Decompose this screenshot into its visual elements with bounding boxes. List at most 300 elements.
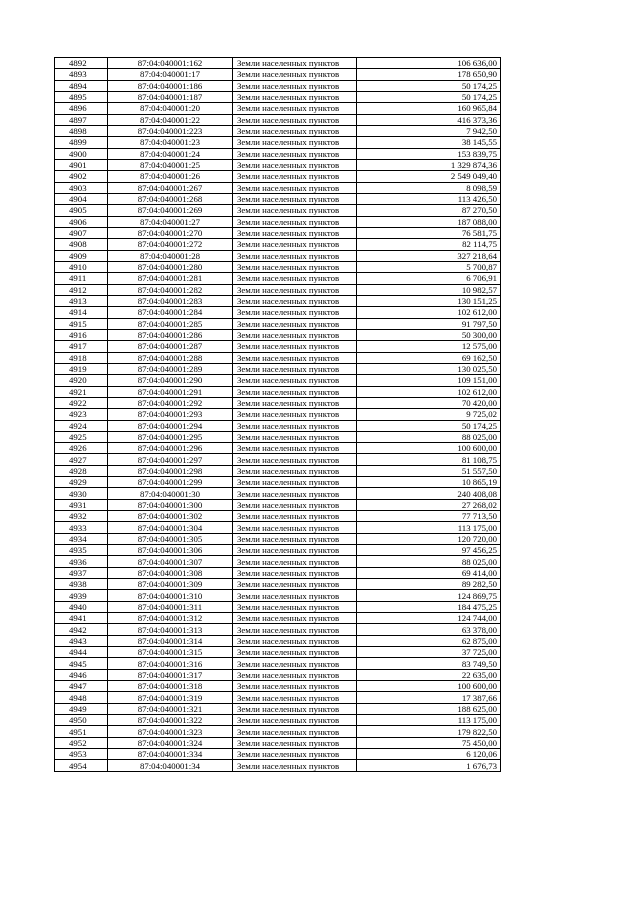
row-number-cell: 4913: [55, 295, 108, 306]
cadastral-value-cell: 153 839,75: [357, 148, 501, 159]
cadastral-value-cell: 7 942,50: [357, 125, 501, 136]
cadastral-number-cell: 87:04:040001:162: [108, 58, 233, 69]
land-category-cell: Земли населенных пунктов: [233, 431, 357, 442]
table-row: [55, 80, 501, 91]
land-category-cell: Земли населенных пунктов: [233, 171, 357, 182]
row-number-cell: 4921: [55, 386, 108, 397]
cadastral-number-cell: 87:04:040001:292: [108, 397, 233, 408]
cadastral-value-cell: 63 378,00: [357, 624, 501, 635]
row-number-cell: 4915: [55, 318, 108, 329]
table-row: [55, 635, 501, 646]
cadastral-value-cell: 27 268,02: [357, 499, 501, 510]
cadastral-number-cell: 87:04:040001:298: [108, 465, 233, 476]
cadastral-value-cell: 100 600,00: [357, 443, 501, 454]
land-category-cell: Земли населенных пунктов: [233, 125, 357, 136]
cadastral-value-cell: 38 145,55: [357, 137, 501, 148]
cadastral-number-cell: 87:04:040001:323: [108, 726, 233, 737]
table-row: [55, 352, 501, 363]
row-number-cell: 4895: [55, 91, 108, 102]
table-row: [55, 715, 501, 726]
row-number-cell: 4922: [55, 397, 108, 408]
land-category-cell: Земли населенных пунктов: [233, 647, 357, 658]
cadastral-value-cell: 160 965,84: [357, 103, 501, 114]
row-number-cell: 4947: [55, 681, 108, 692]
table-row: [55, 579, 501, 590]
table-row: [55, 318, 501, 329]
table-row: [55, 647, 501, 658]
land-category-cell: Земли населенных пунктов: [233, 114, 357, 125]
cadastral-value-cell: 5 700,87: [357, 261, 501, 272]
land-category-cell: Земли населенных пунктов: [233, 205, 357, 216]
cadastral-value-table: [54, 57, 501, 772]
row-number-cell: 4906: [55, 216, 108, 227]
row-number-cell: 4951: [55, 726, 108, 737]
cadastral-value-cell: 50 174,25: [357, 80, 501, 91]
cadastral-number-cell: 87:04:040001:34: [108, 760, 233, 771]
table-row: [55, 216, 501, 227]
table-row: [55, 375, 501, 386]
row-number-cell: 4898: [55, 125, 108, 136]
row-number-cell: 4938: [55, 579, 108, 590]
cadastral-value-cell: 6 706,91: [357, 273, 501, 284]
row-number-cell: 4934: [55, 533, 108, 544]
land-category-cell: Земли населенных пунктов: [233, 443, 357, 454]
cadastral-number-cell: 87:04:040001:24: [108, 148, 233, 159]
cadastral-number-cell: 87:04:040001:272: [108, 239, 233, 250]
cadastral-value-cell: 106 636,00: [357, 58, 501, 69]
table-row: [55, 182, 501, 193]
cadastral-number-cell: 87:04:040001:316: [108, 658, 233, 669]
table-row: [55, 737, 501, 748]
land-category-cell: Земли населенных пунктов: [233, 341, 357, 352]
land-category-cell: Земли населенных пунктов: [233, 148, 357, 159]
cadastral-value-cell: 124 869,75: [357, 590, 501, 601]
cadastral-number-cell: 87:04:040001:317: [108, 669, 233, 680]
land-category-cell: Земли населенных пунктов: [233, 715, 357, 726]
cadastral-number-cell: 87:04:040001:306: [108, 545, 233, 556]
table-row: [55, 454, 501, 465]
row-number-cell: 4903: [55, 182, 108, 193]
cadastral-value-cell: 50 174,25: [357, 91, 501, 102]
table-body: [55, 58, 501, 772]
table-row: [55, 669, 501, 680]
cadastral-value-cell: 50 174,25: [357, 420, 501, 431]
cadastral-value-cell: 22 635,00: [357, 669, 501, 680]
cadastral-number-cell: 87:04:040001:281: [108, 273, 233, 284]
cadastral-value-cell: 113 175,00: [357, 715, 501, 726]
row-number-cell: 4948: [55, 692, 108, 703]
row-number-cell: 4953: [55, 749, 108, 760]
cadastral-number-cell: 87:04:040001:23: [108, 137, 233, 148]
table-row: [55, 386, 501, 397]
land-category-cell: Земли населенных пунктов: [233, 590, 357, 601]
cadastral-value-cell: 82 114,75: [357, 239, 501, 250]
cadastral-number-cell: 87:04:040001:321: [108, 703, 233, 714]
cadastral-number-cell: 87:04:040001:288: [108, 352, 233, 363]
row-number-cell: 4923: [55, 409, 108, 420]
row-number-cell: 4932: [55, 511, 108, 522]
table-row: [55, 329, 501, 340]
cadastral-value-cell: 69 162,50: [357, 352, 501, 363]
row-number-cell: 4894: [55, 80, 108, 91]
cadastral-number-cell: 87:04:040001:267: [108, 182, 233, 193]
land-category-cell: Земли населенных пунктов: [233, 261, 357, 272]
row-number-cell: 4914: [55, 307, 108, 318]
table-row: [55, 103, 501, 114]
row-number-cell: 4917: [55, 341, 108, 352]
cadastral-number-cell: 87:04:040001:27: [108, 216, 233, 227]
cadastral-number-cell: 87:04:040001:334: [108, 749, 233, 760]
table-row: [55, 58, 501, 69]
cadastral-number-cell: 87:04:040001:280: [108, 261, 233, 272]
land-category-cell: Земли населенных пунктов: [233, 159, 357, 170]
table-row: [55, 171, 501, 182]
row-number-cell: 4919: [55, 363, 108, 374]
cadastral-value-cell: 9 725,02: [357, 409, 501, 420]
cadastral-number-cell: 87:04:040001:285: [108, 318, 233, 329]
cadastral-number-cell: 87:04:040001:308: [108, 567, 233, 578]
row-number-cell: 4933: [55, 522, 108, 533]
land-category-cell: Земли населенных пунктов: [233, 80, 357, 91]
land-category-cell: Земли населенных пунктов: [233, 522, 357, 533]
land-category-cell: Земли населенных пунктов: [233, 556, 357, 567]
row-number-cell: 4896: [55, 103, 108, 114]
cadastral-number-cell: 87:04:040001:25: [108, 159, 233, 170]
cadastral-value-cell: 113 426,50: [357, 193, 501, 204]
table-row: [55, 533, 501, 544]
land-category-cell: Земли населенных пунктов: [233, 397, 357, 408]
cadastral-number-cell: 87:04:040001:269: [108, 205, 233, 216]
table-row: [55, 69, 501, 80]
table-row: [55, 556, 501, 567]
land-category-cell: Земли населенных пунктов: [233, 511, 357, 522]
table-row: [55, 613, 501, 624]
cadastral-value-cell: 416 373,36: [357, 114, 501, 125]
table-row: [55, 409, 501, 420]
land-category-cell: Земли населенных пунктов: [233, 227, 357, 238]
table-row: [55, 363, 501, 374]
table-row: [55, 397, 501, 408]
land-category-cell: Земли населенных пунктов: [233, 375, 357, 386]
cadastral-number-cell: 87:04:040001:28: [108, 250, 233, 261]
row-number-cell: 4931: [55, 499, 108, 510]
cadastral-value-cell: 12 575,00: [357, 341, 501, 352]
cadastral-number-cell: 87:04:040001:30: [108, 488, 233, 499]
cadastral-value-cell: 102 612,00: [357, 307, 501, 318]
land-category-cell: Земли населенных пунктов: [233, 182, 357, 193]
land-category-cell: Земли населенных пунктов: [233, 284, 357, 295]
table-row: [55, 658, 501, 669]
cadastral-number-cell: 87:04:040001:315: [108, 647, 233, 658]
row-number-cell: 4930: [55, 488, 108, 499]
cadastral-number-cell: 87:04:040001:20: [108, 103, 233, 114]
table-row: [55, 148, 501, 159]
row-number-cell: 4949: [55, 703, 108, 714]
table-row: [55, 465, 501, 476]
table-row: [55, 295, 501, 306]
cadastral-number-cell: 87:04:040001:310: [108, 590, 233, 601]
table-row: [55, 273, 501, 284]
cadastral-value-cell: 91 797,50: [357, 318, 501, 329]
table-row: [55, 703, 501, 714]
cadastral-value-cell: 75 450,00: [357, 737, 501, 748]
cadastral-number-cell: 87:04:040001:304: [108, 522, 233, 533]
table-row: [55, 511, 501, 522]
land-category-cell: Земли населенных пунктов: [233, 91, 357, 102]
land-category-cell: Земли населенных пунктов: [233, 103, 357, 114]
row-number-cell: 4893: [55, 69, 108, 80]
row-number-cell: 4925: [55, 431, 108, 442]
cadastral-number-cell: 87:04:040001:302: [108, 511, 233, 522]
row-number-cell: 4942: [55, 624, 108, 635]
row-number-cell: 4901: [55, 159, 108, 170]
land-category-cell: Земли населенных пунктов: [233, 726, 357, 737]
table-row: [55, 227, 501, 238]
cadastral-number-cell: 87:04:040001:309: [108, 579, 233, 590]
table-row: [55, 114, 501, 125]
table-row: [55, 307, 501, 318]
row-number-cell: 4916: [55, 329, 108, 340]
row-number-cell: 4927: [55, 454, 108, 465]
table-row: [55, 545, 501, 556]
table-row: [55, 499, 501, 510]
cadastral-value-cell: 51 557,50: [357, 465, 501, 476]
table-row: [55, 193, 501, 204]
row-number-cell: 4945: [55, 658, 108, 669]
table-row: [55, 261, 501, 272]
land-category-cell: Земли населенных пунктов: [233, 352, 357, 363]
cadastral-value-cell: 69 414,00: [357, 567, 501, 578]
cadastral-number-cell: 87:04:040001:307: [108, 556, 233, 567]
table-row: [55, 284, 501, 295]
row-number-cell: 4935: [55, 545, 108, 556]
cadastral-value-cell: 188 625,00: [357, 703, 501, 714]
table-row: [55, 125, 501, 136]
cadastral-number-cell: 87:04:040001:270: [108, 227, 233, 238]
cadastral-number-cell: 87:04:040001:17: [108, 69, 233, 80]
land-category-cell: Земли населенных пунктов: [233, 386, 357, 397]
land-category-cell: Земли населенных пунктов: [233, 703, 357, 714]
table-row: [55, 159, 501, 170]
land-category-cell: Земли населенных пунктов: [233, 137, 357, 148]
row-number-cell: 4907: [55, 227, 108, 238]
land-category-cell: Земли населенных пунктов: [233, 635, 357, 646]
cadastral-value-cell: 8 098,59: [357, 182, 501, 193]
land-category-cell: Земли населенных пунктов: [233, 69, 357, 80]
cadastral-number-cell: 87:04:040001:319: [108, 692, 233, 703]
land-category-cell: Земли населенных пунктов: [233, 567, 357, 578]
cadastral-number-cell: 87:04:040001:282: [108, 284, 233, 295]
land-category-cell: Земли населенных пунктов: [233, 760, 357, 771]
cadastral-number-cell: 87:04:040001:289: [108, 363, 233, 374]
row-number-cell: 4911: [55, 273, 108, 284]
row-number-cell: 4936: [55, 556, 108, 567]
cadastral-number-cell: 87:04:040001:305: [108, 533, 233, 544]
cadastral-value-cell: 130 025,50: [357, 363, 501, 374]
land-category-cell: Земли населенных пунктов: [233, 545, 357, 556]
row-number-cell: 4940: [55, 601, 108, 612]
row-number-cell: 4954: [55, 760, 108, 771]
land-category-cell: Земли населенных пунктов: [233, 307, 357, 318]
table-row: [55, 431, 501, 442]
table-row: [55, 522, 501, 533]
cadastral-number-cell: 87:04:040001:293: [108, 409, 233, 420]
cadastral-value-cell: 77 713,50: [357, 511, 501, 522]
land-category-cell: Земли населенных пунктов: [233, 658, 357, 669]
cadastral-value-cell: 179 822,50: [357, 726, 501, 737]
row-number-cell: 4928: [55, 465, 108, 476]
cadastral-value-cell: 37 725,00: [357, 647, 501, 658]
land-category-cell: Земли населенных пунктов: [233, 465, 357, 476]
row-number-cell: 4929: [55, 477, 108, 488]
row-number-cell: 4952: [55, 737, 108, 748]
row-number-cell: 4899: [55, 137, 108, 148]
row-number-cell: 4944: [55, 647, 108, 658]
cadastral-value-cell: 70 420,00: [357, 397, 501, 408]
row-number-cell: 4941: [55, 613, 108, 624]
row-number-cell: 4912: [55, 284, 108, 295]
land-category-cell: Земли населенных пунктов: [233, 216, 357, 227]
land-category-cell: Земли населенных пунктов: [233, 58, 357, 69]
cadastral-value-cell: 17 387,66: [357, 692, 501, 703]
table-row: [55, 624, 501, 635]
land-category-cell: Земли населенных пунктов: [233, 193, 357, 204]
cadastral-value-cell: 10 982,57: [357, 284, 501, 295]
row-number-cell: 4943: [55, 635, 108, 646]
cadastral-number-cell: 87:04:040001:318: [108, 681, 233, 692]
cadastral-number-cell: 87:04:040001:322: [108, 715, 233, 726]
row-number-cell: 4904: [55, 193, 108, 204]
table-row: [55, 239, 501, 250]
cadastral-number-cell: 87:04:040001:291: [108, 386, 233, 397]
cadastral-number-cell: 87:04:040001:186: [108, 80, 233, 91]
cadastral-value-cell: 81 108,75: [357, 454, 501, 465]
table-row: [55, 205, 501, 216]
table-row: [55, 477, 501, 488]
row-number-cell: 4946: [55, 669, 108, 680]
cadastral-value-cell: 130 151,25: [357, 295, 501, 306]
land-category-cell: Земли населенных пунктов: [233, 579, 357, 590]
row-number-cell: 4905: [55, 205, 108, 216]
cadastral-value-cell: 1 676,73: [357, 760, 501, 771]
land-category-cell: Земли населенных пунктов: [233, 363, 357, 374]
cadastral-number-cell: 87:04:040001:296: [108, 443, 233, 454]
table-row: [55, 567, 501, 578]
cadastral-value-cell: 102 612,00: [357, 386, 501, 397]
cadastral-value-cell: 1 329 874,36: [357, 159, 501, 170]
cadastral-value-cell: 10 865,19: [357, 477, 501, 488]
table-row: [55, 601, 501, 612]
row-number-cell: 4950: [55, 715, 108, 726]
cadastral-value-cell: 124 744,00: [357, 613, 501, 624]
cadastral-number-cell: 87:04:040001:223: [108, 125, 233, 136]
row-number-cell: 4892: [55, 58, 108, 69]
cadastral-number-cell: 87:04:040001:290: [108, 375, 233, 386]
land-category-cell: Земли населенных пунктов: [233, 749, 357, 760]
cadastral-value-cell: 109 151,00: [357, 375, 501, 386]
cadastral-value-cell: 187 088,00: [357, 216, 501, 227]
land-category-cell: Земли населенных пунктов: [233, 477, 357, 488]
cadastral-value-cell: 97 456,25: [357, 545, 501, 556]
row-number-cell: 4900: [55, 148, 108, 159]
cadastral-number-cell: 87:04:040001:22: [108, 114, 233, 125]
cadastral-number-cell: 87:04:040001:311: [108, 601, 233, 612]
land-category-cell: Земли населенных пунктов: [233, 737, 357, 748]
cadastral-number-cell: 87:04:040001:299: [108, 477, 233, 488]
cadastral-number-cell: 87:04:040001:283: [108, 295, 233, 306]
row-number-cell: 4937: [55, 567, 108, 578]
table-row: [55, 341, 501, 352]
row-number-cell: 4908: [55, 239, 108, 250]
table-row: [55, 91, 501, 102]
cadastral-value-cell: 178 650,90: [357, 69, 501, 80]
cadastral-number-cell: 87:04:040001:187: [108, 91, 233, 102]
land-category-cell: Земли населенных пунктов: [233, 318, 357, 329]
land-category-cell: Земли населенных пунктов: [233, 250, 357, 261]
table-row: [55, 443, 501, 454]
land-category-cell: Земли населенных пунктов: [233, 239, 357, 250]
cadastral-value-cell: 6 120,06: [357, 749, 501, 760]
cadastral-number-cell: 87:04:040001:287: [108, 341, 233, 352]
cadastral-value-cell: 88 025,00: [357, 556, 501, 567]
land-category-cell: Земли населенных пунктов: [233, 273, 357, 284]
row-number-cell: 4920: [55, 375, 108, 386]
cadastral-value-cell: 89 282,50: [357, 579, 501, 590]
table-row: [55, 726, 501, 737]
row-number-cell: 4902: [55, 171, 108, 182]
cadastral-number-cell: 87:04:040001:286: [108, 329, 233, 340]
cadastral-number-cell: 87:04:040001:314: [108, 635, 233, 646]
row-number-cell: 4918: [55, 352, 108, 363]
cadastral-value-cell: 240 408,08: [357, 488, 501, 499]
cadastral-number-cell: 87:04:040001:295: [108, 431, 233, 442]
cadastral-number-cell: 87:04:040001:297: [108, 454, 233, 465]
land-category-cell: Земли населенных пунктов: [233, 499, 357, 510]
row-number-cell: 4897: [55, 114, 108, 125]
row-number-cell: 4939: [55, 590, 108, 601]
land-category-cell: Земли населенных пунктов: [233, 420, 357, 431]
cadastral-value-cell: 88 025,00: [357, 431, 501, 442]
row-number-cell: 4909: [55, 250, 108, 261]
cadastral-number-cell: 87:04:040001:313: [108, 624, 233, 635]
land-category-cell: Земли населенных пунктов: [233, 533, 357, 544]
table-row: [55, 681, 501, 692]
row-number-cell: 4924: [55, 420, 108, 431]
table-row: [55, 749, 501, 760]
cadastral-number-cell: 87:04:040001:312: [108, 613, 233, 624]
table-row: [55, 488, 501, 499]
cadastral-value-cell: 76 581,75: [357, 227, 501, 238]
cadastral-number-cell: 87:04:040001:324: [108, 737, 233, 748]
table-row: [55, 137, 501, 148]
land-category-cell: Земли населенных пунктов: [233, 329, 357, 340]
land-category-cell: Земли населенных пунктов: [233, 295, 357, 306]
cadastral-value-cell: 113 175,00: [357, 522, 501, 533]
table-row: [55, 250, 501, 261]
table-row: [55, 692, 501, 703]
cadastral-value-cell: 87 270,50: [357, 205, 501, 216]
cadastral-value-cell: 50 300,00: [357, 329, 501, 340]
cadastral-number-cell: 87:04:040001:300: [108, 499, 233, 510]
cadastral-value-cell: 120 720,00: [357, 533, 501, 544]
table-row: [55, 420, 501, 431]
land-category-cell: Земли населенных пунктов: [233, 669, 357, 680]
land-category-cell: Земли населенных пунктов: [233, 454, 357, 465]
land-category-cell: Земли населенных пунктов: [233, 681, 357, 692]
cadastral-value-cell: 184 475,25: [357, 601, 501, 612]
row-number-cell: 4926: [55, 443, 108, 454]
cadastral-number-cell: 87:04:040001:294: [108, 420, 233, 431]
